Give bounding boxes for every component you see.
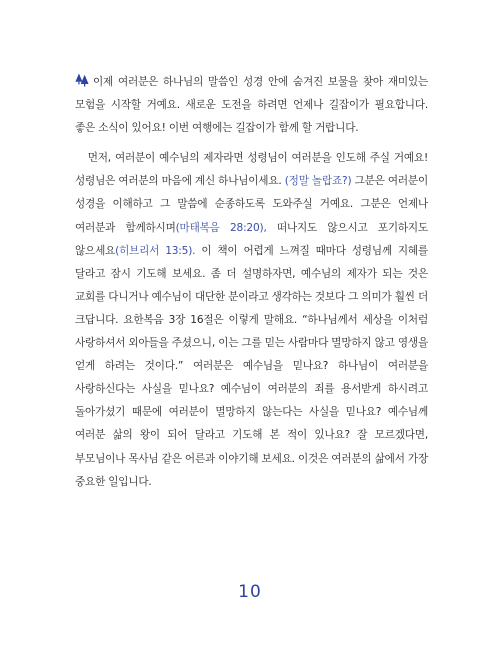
paragraph-1-text: 이제 여러분은 하나님의 말씀인 성경 안에 숨겨진 보물을 찾아 재미있는 모험을 시작할 거예요. 새로운 도전을 하려면 언제나 길잡이가 필요합니다. 좋은 소식이 있어요! 이번 여행에는 길잡이가 함께 할 거랍니다. (75, 76, 428, 135)
paragraph-2-part-1: 먼저, 여러분이 예수님의 제자라면 성령님이 여러분을 인도해 주실 거예요! 성령님은 여러분의 마음에 계신 하나님이세요. (75, 152, 428, 188)
bible-reference-matthew: (마태복음 28:20), (175, 221, 267, 234)
bible-reference-hebrews: (히브리서 13:5). (115, 244, 196, 257)
paragraph-2-part-2: 그분은 여러분이 성경을 이해하고 그 말씀에 순종하도록 도와주실 거예요. 그분은 언제나 여러분과 함께하시며 (75, 175, 428, 234)
paragraph-1 (75, 71, 428, 140)
paragraph-2-part-4: 이 책이 어렵게 느껴질 때마다 성령님께 지혜를 달라고 잠시 기도해 보세요. 좀 더 설명하자면, 예수님의 제자가 되는 것은 교회를 다니거나 예수님이 대단한 분이라고 생각하는 것보다 그 의미가 훨씬 더 크답니다. 요한복음 3장 16절은 이렇게 말해요. “하나님께서 세상을 이처럼 사랑하셔서 외아들을 주셨으니, 이는 그를 믿는 사람마다 멸망하지 않고 영생을 얻게 하려는 것이다.” 여러분은 예수님을 믿나요? 하나님이 여러분을 사랑하신다는 사실을 믿나요? 예수님이 여러분의 죄를 용서받게 하시려고 돌아가셨기 때문에 여러분이 멸망하지 않는다는 사실을 믿나요? 예수님께 여러분 삶의 왕이 되어 달라고 기도해 본 적이 있나요? 잘 모르겠다면, 부모님이나 목사님 같은 어른과 이야기해 보세요. 이것은 여러분의 삶에서 가장 중요한 일입니다. (75, 244, 428, 488)
body-text (75, 71, 428, 494)
page-number: 10 (238, 582, 262, 602)
paragraph-2-part-3: 떠나지도 않으시고 포기하지도 않으세요 (75, 221, 428, 257)
pine-trees-icon (75, 73, 89, 87)
aside-note: (정말 놀랍죠?) (284, 175, 352, 188)
paragraph-2 (75, 147, 428, 493)
